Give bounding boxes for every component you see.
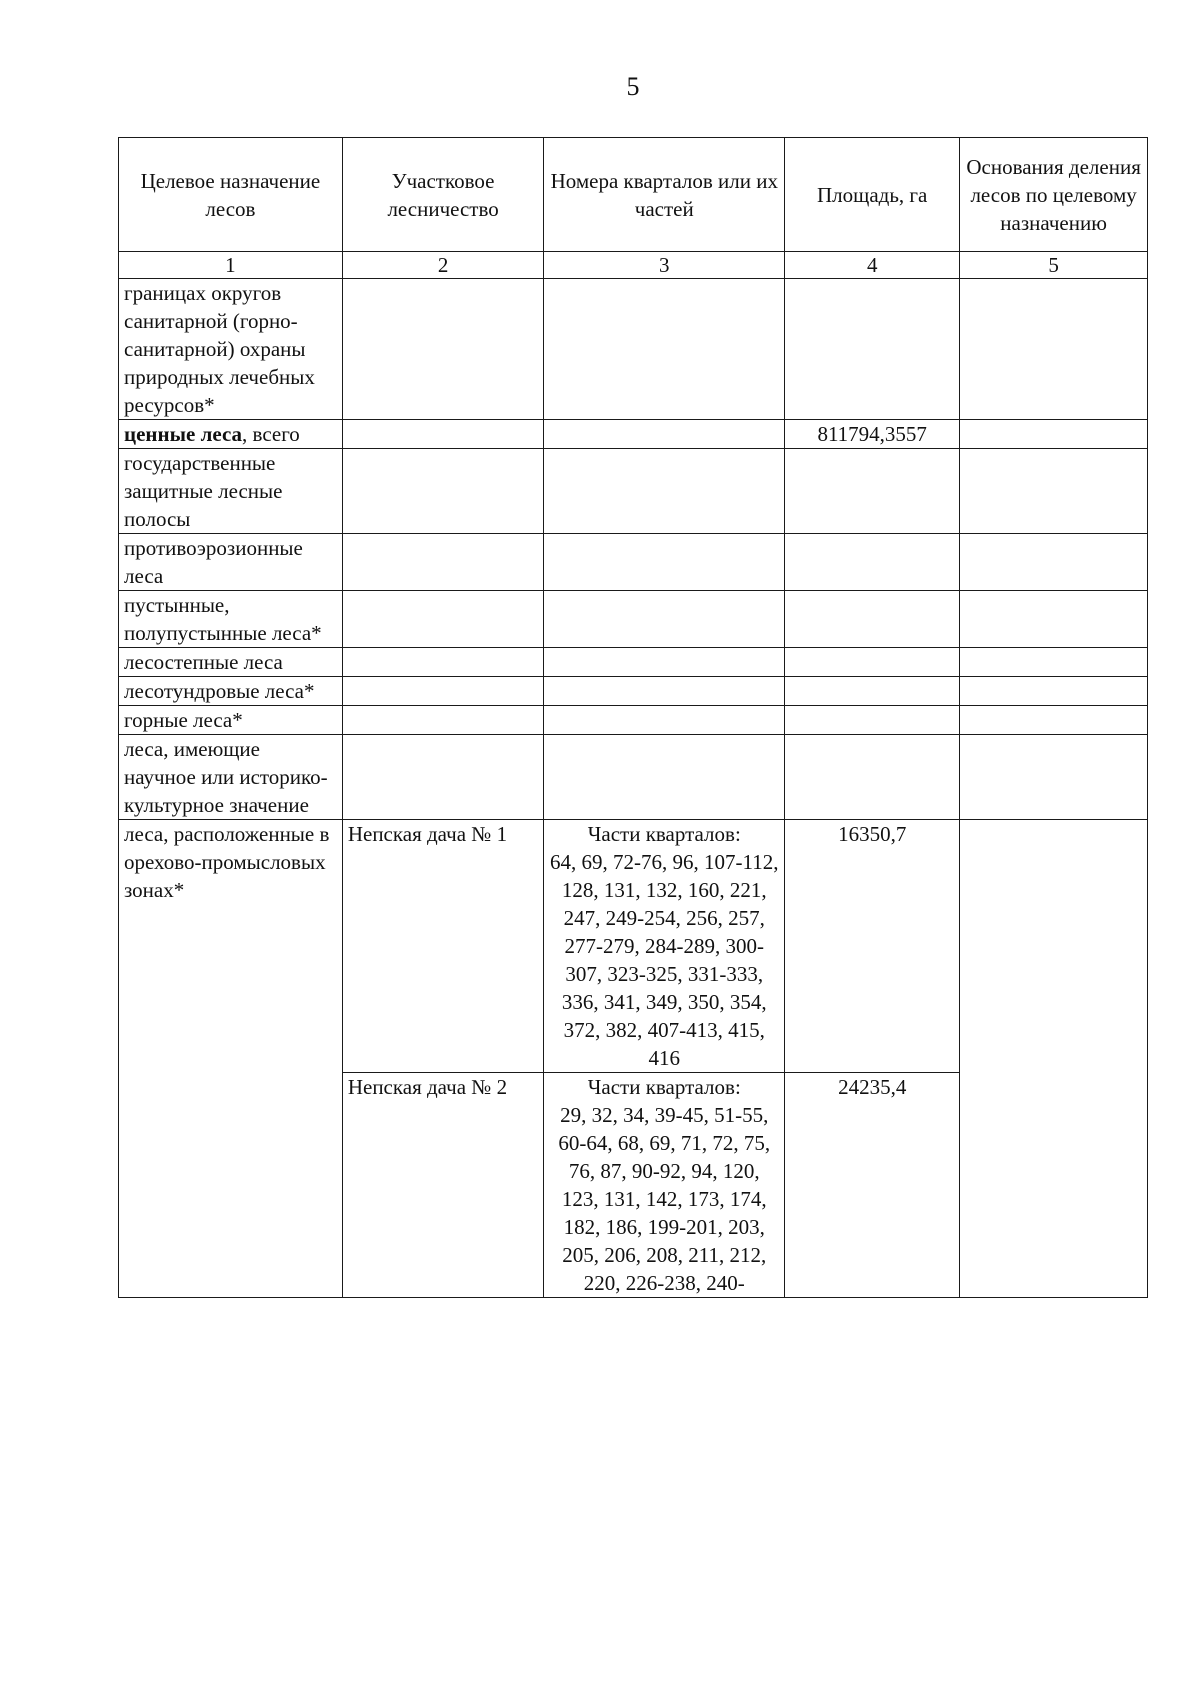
area-cell [785,677,960,706]
basis-cell [960,706,1148,735]
purpose-cell [119,420,343,449]
district-cell [342,648,544,677]
header-district: Участковое лесничество [342,138,544,252]
table-row [119,735,1148,820]
purpose-cell: лесотундровые леса* [119,677,343,706]
basis-cell [960,677,1148,706]
district-cell: Непская дача № 1 [342,820,544,1073]
purpose-cell: лесостепные леса [119,648,343,677]
district-cell: Непская дача № 2 [342,1073,544,1298]
district-cell [342,591,544,648]
basis-cell [960,279,1148,420]
quarters-cell [544,648,785,677]
column-number: 1 [119,252,343,279]
forest-purpose-table [118,137,1148,1298]
area-cell: 16350,7 [785,820,960,1073]
basis-cell [960,735,1148,820]
district-cell [342,706,544,735]
area-cell [785,534,960,591]
purpose-bold-text: ценные леса [124,422,243,446]
purpose-cell: горные леса* [119,706,343,735]
column-number: 2 [342,252,544,279]
quarters-list: 64, 69, 72-76, 96, 107-112, 128, 131, 132, 160, 221, 247, 249-254, 256, 257, 277-279, 284-289, 300-307, 323-325, 331-333, 336, 341, 349, 350, 354, 372, 382, 407-413, 415, 416 [550,850,779,1070]
purpose-cell: противоэрозионные леса [119,534,343,591]
header-basis: Основания деления лесов по целевому назначению [960,138,1148,252]
purpose-cell: государственные защитные лесные полосы [119,449,343,534]
purpose-cell: леса, расположенные в орехово-промысловых зонах* [119,820,343,1298]
quarters-cell [544,1073,785,1298]
district-cell [342,279,544,420]
table-row [119,449,1148,534]
header-area: Площадь, га [785,138,960,252]
quarters-cell [544,820,785,1073]
purpose-cell: пустынные, полупустынные леса* [119,591,343,648]
table-header-row [119,138,1148,252]
quarters-cell [544,735,785,820]
column-number-row [119,252,1148,279]
column-number: 4 [785,252,960,279]
district-cell [342,735,544,820]
page-number: 5 [626,72,640,101]
area-cell [785,706,960,735]
table-row [119,420,1148,449]
quarters-cell [544,449,785,534]
table-row [119,706,1148,735]
area-cell [785,648,960,677]
area-cell [785,735,960,820]
purpose-cell: границах округов санитарной (горно-санитарной) охраны природных лечебных ресурсов* [119,279,343,420]
quarters-cell [544,591,785,648]
district-cell [342,677,544,706]
table-row [119,591,1148,648]
area-cell: 24235,4 [785,1073,960,1298]
basis-cell [960,449,1148,534]
area-cell: 811794,3557 [785,420,960,449]
quarters-cell [544,677,785,706]
district-cell [342,534,544,591]
area-cell [785,279,960,420]
basis-cell [960,591,1148,648]
basis-cell [960,420,1148,449]
header-purpose: Целевое назначение лесов [119,138,343,252]
basis-cell [960,534,1148,591]
quarters-cell [544,420,785,449]
basis-cell [960,820,1148,1298]
area-cell [785,591,960,648]
purpose-suffix-text: , всего [242,422,300,446]
header-quarters: Номера кварталов или их частей [544,138,785,252]
table-row [119,279,1148,420]
table-row [119,648,1148,677]
column-number: 5 [960,252,1148,279]
column-number: 3 [544,252,785,279]
quarters-cell [544,534,785,591]
basis-cell [960,648,1148,677]
quarters-head: Части кварталов: [587,1075,741,1099]
district-cell [342,420,544,449]
table-row [119,534,1148,591]
purpose-cell: леса, имеющие научное или историко-культурное значение [119,735,343,820]
area-cell [785,449,960,534]
table-row [119,677,1148,706]
table-row [119,820,1148,1073]
district-cell [342,449,544,534]
quarters-cell [544,279,785,420]
quarters-head: Части кварталов: [587,822,741,846]
quarters-cell [544,706,785,735]
quarters-list: 29, 32, 34, 39-45, 51-55, 60-64, 68, 69, 71, 72, 75, 76, 87, 90-92, 94, 120, 123, 131, 142, 173, 174, 182, 186, 199-201, 203, 205, 206, 208, 211, 212, 220, 226-238, 240- [558,1103,771,1295]
